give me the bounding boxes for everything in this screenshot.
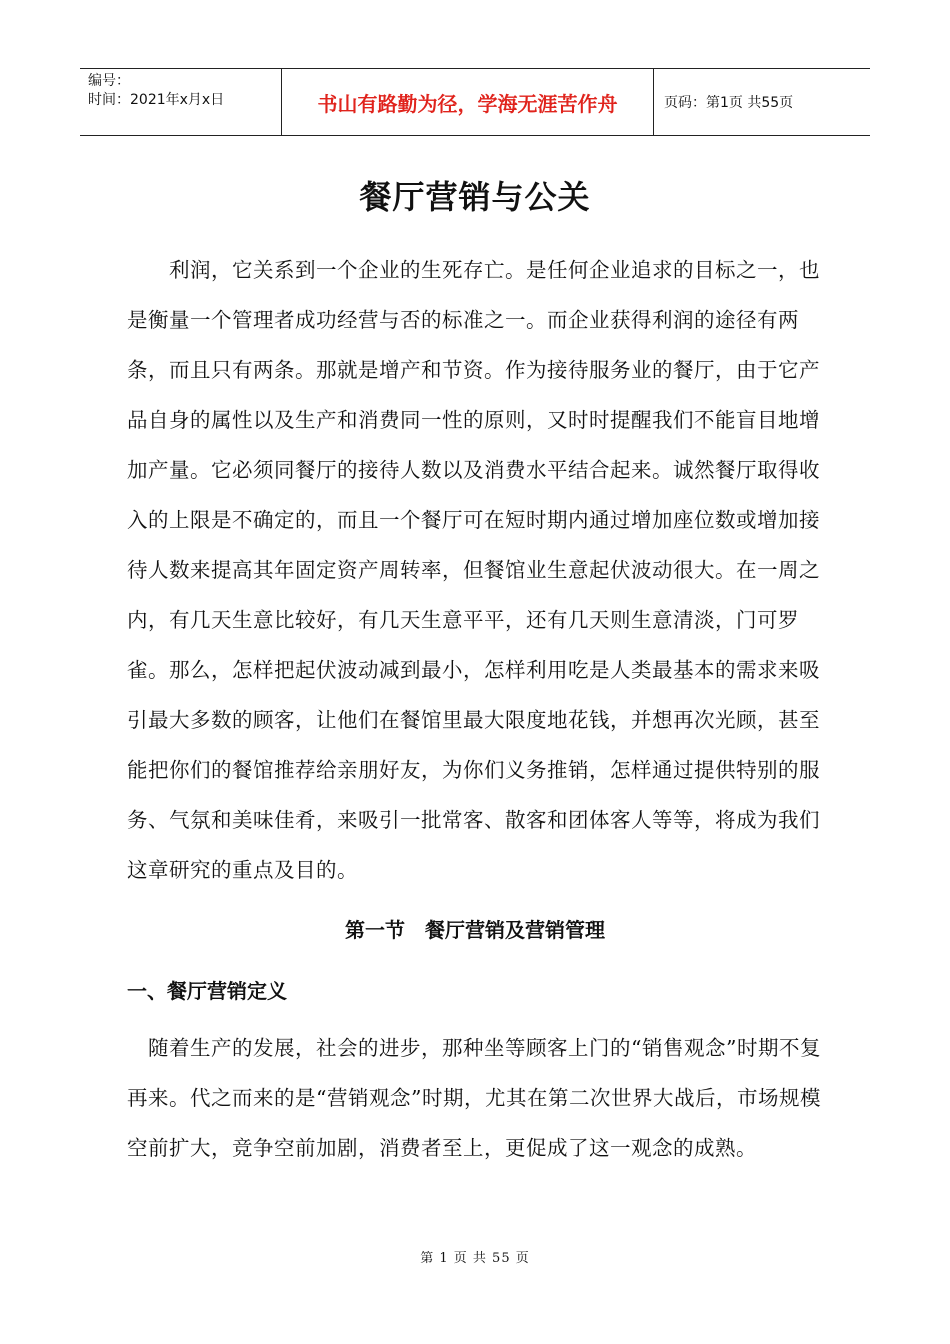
header-page-info: 页码：第1页 共55页 — [664, 95, 794, 111]
subsection-heading: 一、餐厅营销定义 — [127, 979, 287, 1003]
subsection-paragraph: 随着生产的发展，社会的进步，那种坐等顾客上门的“销售观念”时期不复再来。代之而来的是“营销观念”时期，尤其在第二次世界大战后，市场规模空前扩大，竞争空前加剧，消费者至上，更促成了这一观念的成熟。 — [127, 1036, 821, 1160]
time-label: 时间：2021年x月x日 — [88, 92, 225, 108]
page-header — [80, 68, 870, 136]
document-title: 餐厅营销与公关 — [359, 178, 591, 216]
page-footer: 第 1 页 共 55 页 — [420, 1251, 530, 1266]
number-label: 编号： — [88, 73, 130, 89]
header-motto: 书山有路勤为径，学海无涯苦作舟 — [281, 69, 654, 135]
section-heading: 第一节 餐厅营销及营销管理 — [345, 918, 605, 942]
header-meta — [80, 69, 281, 135]
intro-paragraph: 利润，它关系到一个企业的生死存亡。是任何企业追求的目标之一，也是衡量一个管理者成功经营与否的标准之一。而企业获得利润的途径有两条，而且只有两条。那就是增产和节资。作为接待服务业的餐厅，由于它产品自身的属性以及生产和消费同一性的原则，又时时提醒我们不能盲目地增加产量。它必须同餐厅的接待人数以及消费水平结合起来。诚然餐厅取得收入的上限是不确定的，而且一个餐厅可在短时期内通过增加座位数或增加接待人数来提高其年固定资产周转率，但餐馆业生意起伏波动很大。在一周之内，有几天生意比较好，有几天生意平平，还有几天则生意清淡，门可罗雀。那么，怎样把起伏波动减到最小，怎样利用吃是人类最基本的需求来吸引最大多数的顾客，让他们在餐馆里最大限度地花钱，并想再次光顾，甚至能把你们的餐馆推荐给亲朋好友，为你们义务推销，怎样通过提供特别的服务、气氛和美味佳肴，来吸引一批常客、散客和团体客人等等，将成为我们这章研究的重点及目的。 — [127, 258, 820, 882]
